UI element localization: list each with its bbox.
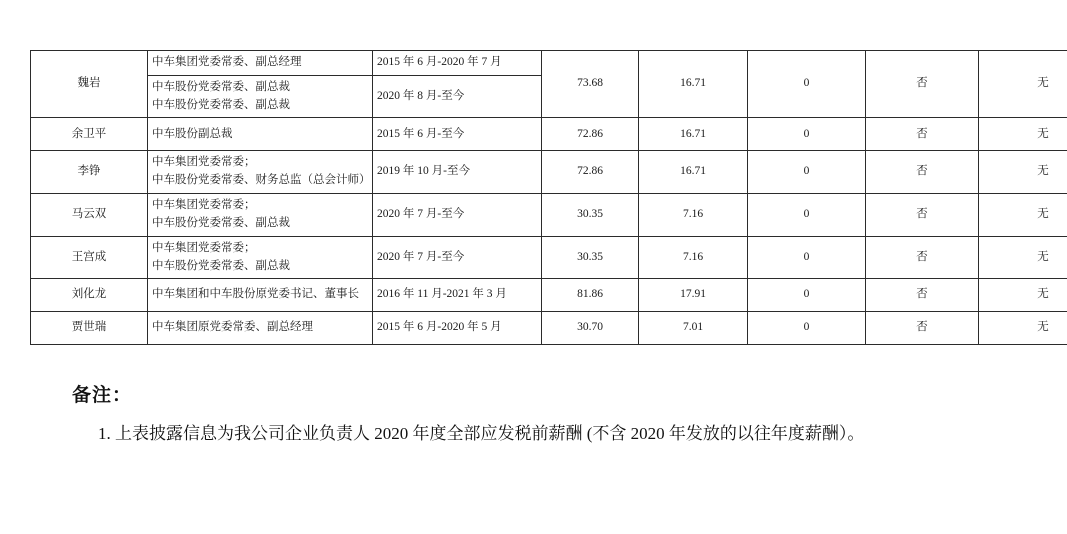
cell-other: 0 [748, 194, 866, 237]
cell-incentive: 否 [866, 51, 979, 118]
cell-deduction: 7.16 [639, 194, 748, 237]
table-row [31, 312, 1067, 345]
cell-incentive: 否 [866, 118, 979, 151]
cell-pre-tax: 72.86 [542, 151, 639, 194]
table-row [31, 236, 1067, 279]
cell-other: 0 [748, 236, 866, 279]
post-line: 中车集团党委常委； [152, 241, 256, 254]
cell-extra: 无 [979, 279, 1067, 312]
cell-extra: 无 [979, 194, 1067, 237]
cell-incentive: 否 [866, 279, 979, 312]
table-row [31, 118, 1067, 151]
cell-term: 2015 年 6 月-2020 年 5 月 [373, 312, 542, 345]
post-line: 中车集团党委常委； [152, 156, 256, 169]
post-line: 中车股份党委常委、财务总监（总会计师） [152, 174, 371, 187]
cell-extra: 无 [979, 118, 1067, 151]
cell-incentive: 否 [866, 194, 979, 237]
cell-pre-tax: 73.68 [542, 51, 639, 118]
cell-other: 0 [748, 151, 866, 194]
post-line: 中车股份党委常委、副总裁 [152, 216, 290, 229]
cell-pre-tax: 72.86 [542, 118, 639, 151]
post-line: 中车股份党委常委、副总裁 [152, 259, 290, 272]
table-row [31, 194, 1067, 237]
table-row [31, 51, 1067, 76]
post-line: 中车股份党委常委、副总裁 [152, 98, 290, 111]
post-line: 中车股份党委常委、副总裁 [152, 80, 290, 93]
cell-post: 中车集团党委常委、副总经理 [148, 51, 373, 76]
cell-term-secondary: 2020 年 8 月-至今 [373, 75, 542, 118]
cell-incentive: 否 [866, 151, 979, 194]
cell-name: 马云双 [31, 194, 148, 237]
cell-post: 中车股份副总裁 [148, 118, 373, 151]
notes-item-1: 1. 上表披露信息为我公司企业负责人 2020 年度全部应发税前薪酬 (不含 2020 年发放的以往年度薪酬）。 [98, 424, 865, 443]
cell-deduction: 16.71 [639, 118, 748, 151]
cell-pre-tax: 30.70 [542, 312, 639, 345]
cell-other: 0 [748, 118, 866, 151]
cell-pre-tax: 81.86 [542, 279, 639, 312]
pay-table [30, 50, 1067, 345]
cell-extra: 无 [979, 51, 1067, 118]
cell-deduction: 7.01 [639, 312, 748, 345]
notes-section [30, 380, 1037, 451]
cell-name: 余卫平 [31, 118, 148, 151]
cell-name: 贾世瑞 [31, 312, 148, 345]
cell-name: 魏岩 [31, 51, 148, 118]
cell-incentive: 否 [866, 236, 979, 279]
pay-table-body [31, 51, 1067, 345]
cell-extra: 无 [979, 236, 1067, 279]
table-row [31, 151, 1067, 194]
cell-term: 2020 年 7 月-至今 [373, 194, 542, 237]
cell-term: 2020 年 7 月-至今 [373, 236, 542, 279]
cell-deduction: 16.71 [639, 51, 748, 118]
cell-pre-tax: 30.35 [542, 194, 639, 237]
cell-post [148, 236, 373, 279]
table-row [31, 279, 1067, 312]
cell-pre-tax: 30.35 [542, 236, 639, 279]
cell-extra: 无 [979, 151, 1067, 194]
cell-deduction: 7.16 [639, 236, 748, 279]
cell-incentive: 否 [866, 312, 979, 345]
cell-term: 2019 年 10 月-至今 [373, 151, 542, 194]
cell-term: 2015 年 6 月-2020 年 7 月 [373, 51, 542, 76]
cell-term: 2016 年 11 月-2021 年 3 月 [373, 279, 542, 312]
cell-post: 中车集团和中车股份原党委书记、董事长 [148, 279, 373, 312]
executive-pay-table [30, 50, 1049, 345]
post-line: 中车集团党委常委； [152, 199, 256, 212]
cell-post [148, 151, 373, 194]
cell-other: 0 [748, 51, 866, 118]
cell-post [148, 194, 373, 237]
cell-other: 0 [748, 312, 866, 345]
cell-term: 2015 年 6 月-至今 [373, 118, 542, 151]
cell-name: 李铮 [31, 151, 148, 194]
cell-name: 刘化龙 [31, 279, 148, 312]
cell-post-secondary [148, 75, 373, 118]
cell-name: 王宫成 [31, 236, 148, 279]
cell-deduction: 17.91 [639, 279, 748, 312]
cell-other: 0 [748, 279, 866, 312]
cell-extra: 无 [979, 312, 1067, 345]
notes-title: 备注： [72, 385, 133, 406]
cell-post: 中车集团原党委常委、副总经理 [148, 312, 373, 345]
cell-deduction: 16.71 [639, 151, 748, 194]
